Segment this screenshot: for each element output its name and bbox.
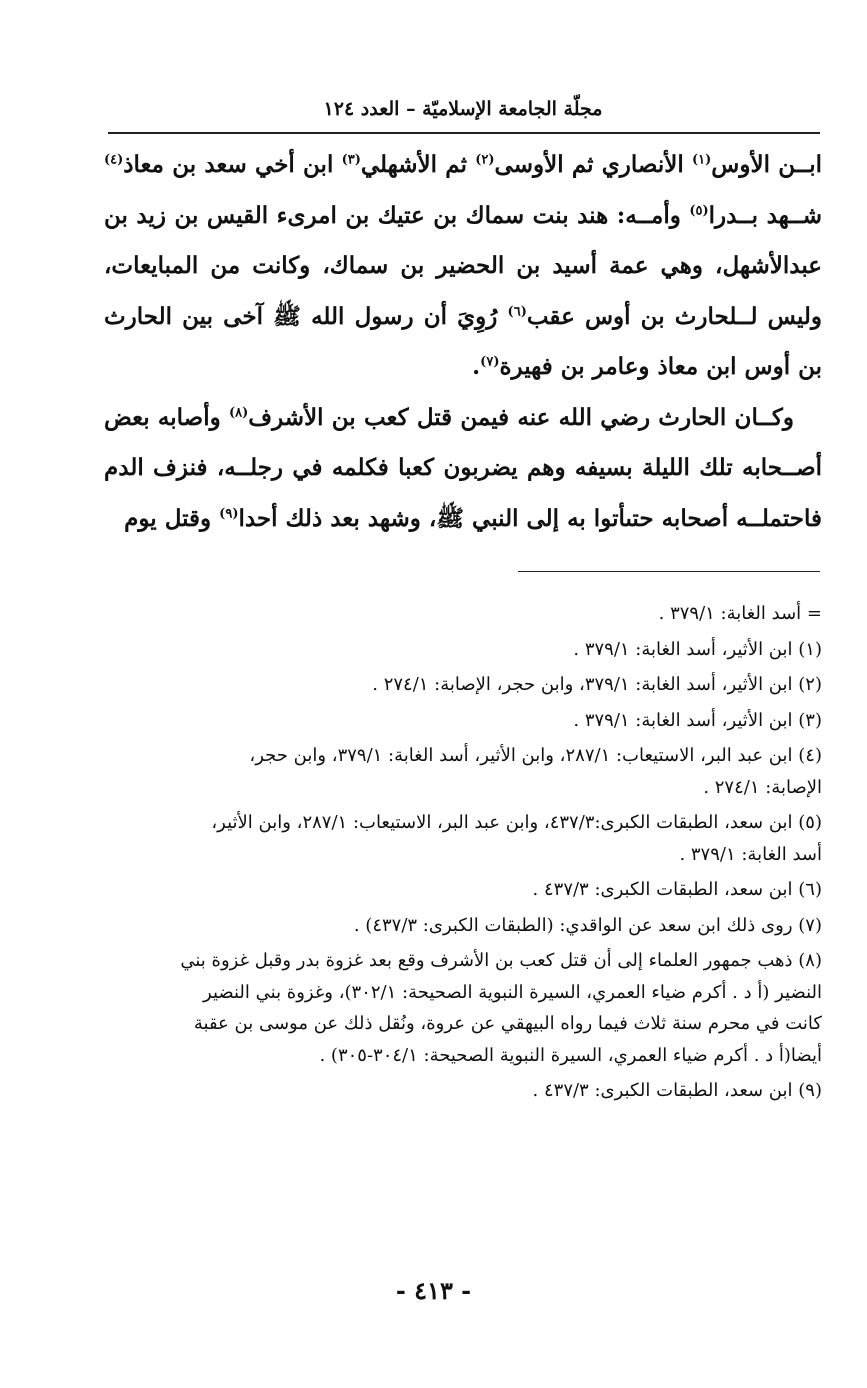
footnote-marker: = [806,603,822,624]
body-text: . [472,353,481,380]
footnote-text: ابن الأثير، أسد الغابة: ٣٧٩/١ . [573,638,793,660]
footnote-marker: (٤) [798,745,822,766]
body-text: وكــان الحارث رضي الله عنه فيمن قتل كعب بن الأشرف [248,403,794,431]
body-text: الأنصاري ثم الأوسى [494,151,692,178]
body-paragraph [104,140,822,393]
footnote-reference: (٥) [689,202,709,218]
footnote-text: أسد الغابة: ٣٧٩/١ . [679,843,822,865]
footnote-text: ابن سعد، الطبقات الكبرى: ٤٣٧/٣ . [532,879,793,900]
footnote-text: أيضا(أ د . أكرم ضياء العمري، السيرة النبوية الصحيحة: ٣٠٤/١-٣٠٥) . [319,1044,822,1066]
body-text: وقتل يوم [124,504,220,532]
footnote-text: ابن سعد، الطبقات الكبرى: ٤٣٧/٣ . [532,1080,793,1101]
body-text: شــهد بــدرا [708,201,822,229]
header-divider [108,132,820,134]
body-text: ابــن الأوس [711,151,822,178]
footnote-text: الإصابة: ٢٧٤/١ . [703,776,822,798]
footnote-marker: (٦) [798,879,822,900]
footnote-text: ذهب جمهور العلماء إلى أن قتل كعب بن الأشرف وقع بعد غزوة بدر وقبل غزوة بني [180,950,793,971]
journal-header: مجلّة الجامعة الإسلاميّة – العدد ١٢٤ [323,98,603,120]
footnote-marker: (٢) [798,674,822,695]
body-text: وأمــه: هند بنت سماك بن عتيك بن امرىء القيس بن زيد بن عبدالأشهل، وهي عمة أسيد بن الحضير بن سماك، وكانت من المبايعات، وليس لــلحارث بن أوس عقب [104,201,823,330]
footnote-reference: (٩) [219,505,239,521]
footnote-text: روى ذلك ابن سعد عن الواقدي: (الطبقات الكبرى: ٤٣٧/٣) . [353,914,793,936]
footnote-item [106,598,822,630]
footnote-marker: (١) [798,638,822,660]
body-text: رُوِيَ أن رسول الله ﷺ آخى بين الحارث بن أوس ابن معاذ وعامر بن فهيرة [104,302,822,380]
footnote-divider [518,571,820,572]
page-number: - ٤١٣ - [395,1276,472,1305]
footnote-reference: (٢) [475,152,495,168]
footnotes-section [106,598,822,1111]
footnote-reference: (٧) [480,354,500,370]
footnote-item [106,634,822,666]
footnote-marker: (٧) [798,914,822,936]
footnote-item [106,669,822,701]
footnote-marker: (٥) [798,812,822,833]
footnote-text: ابن الأثير، أسد الغابة: ٣٧٩/١، وابن حجر، الإصابة: ٢٧٤/١ . [372,674,793,695]
footnote-text: ابن عبد البر، الاستيعاب: ٢٨٧/١، وابن الأثير، أسد الغابة: ٣٧٩/١، وابن حجر، [249,745,793,766]
footnote-item [106,945,822,1071]
footnote-item [106,705,822,737]
body-paragraph [104,393,822,545]
footnote-item [106,1075,822,1107]
footnote-text: النضير (أ د . أكرم ضياء العمري، السيرة النبوية الصحيحة: ٣٠٢/١)، وغزوة بني النضير [203,981,822,1003]
footnote-text: أسد الغابة: ٣٧٩/١ . [658,603,802,624]
footnote-reference: (٣) [341,152,361,168]
footnote-reference: (١) [691,152,712,168]
footnote-reference: (٤) [104,152,124,168]
footnote-text: ابن سعد، الطبقات الكبرى:٤٣٧/٣، وابن عبد البر، الاستيعاب: ٢٨٧/١، وابن الأثير، [211,812,793,833]
body-text: ابن أخي سعد بن معاذ [123,151,342,178]
footnote-reference: (٨) [228,404,249,420]
footnote-marker: (٩) [798,1080,822,1101]
body-text: ثم الأشهلي [360,151,476,178]
footnote-text: كانت في محرم سنة ثلاث فيما رواه البيهقي عن عروة، ونُقل ذلك عن موسى بن عقبة [193,1013,822,1034]
footnote-item [106,874,822,906]
footnote-item [106,807,822,870]
footnote-item [106,740,822,803]
main-text [104,140,822,544]
footnote-marker: (٨) [798,950,822,971]
footnote-item [106,910,822,942]
footnote-marker: (٣) [798,709,822,731]
footnote-reference: (٦) [507,303,527,319]
body-text: وأصابه بعض أصــحابه تلك الليلة بسيفه وهم يضربون كعبا فكلمه في رجلــه، فنزف الدم فاحتملــه أصحابه حتىأتوا به إلى النبي ﷺ، وشهد بعد ذلك أحدا [104,403,822,532]
footnote-text: ابن الأثير، أسد الغابة: ٣٧٩/١ . [573,709,793,731]
